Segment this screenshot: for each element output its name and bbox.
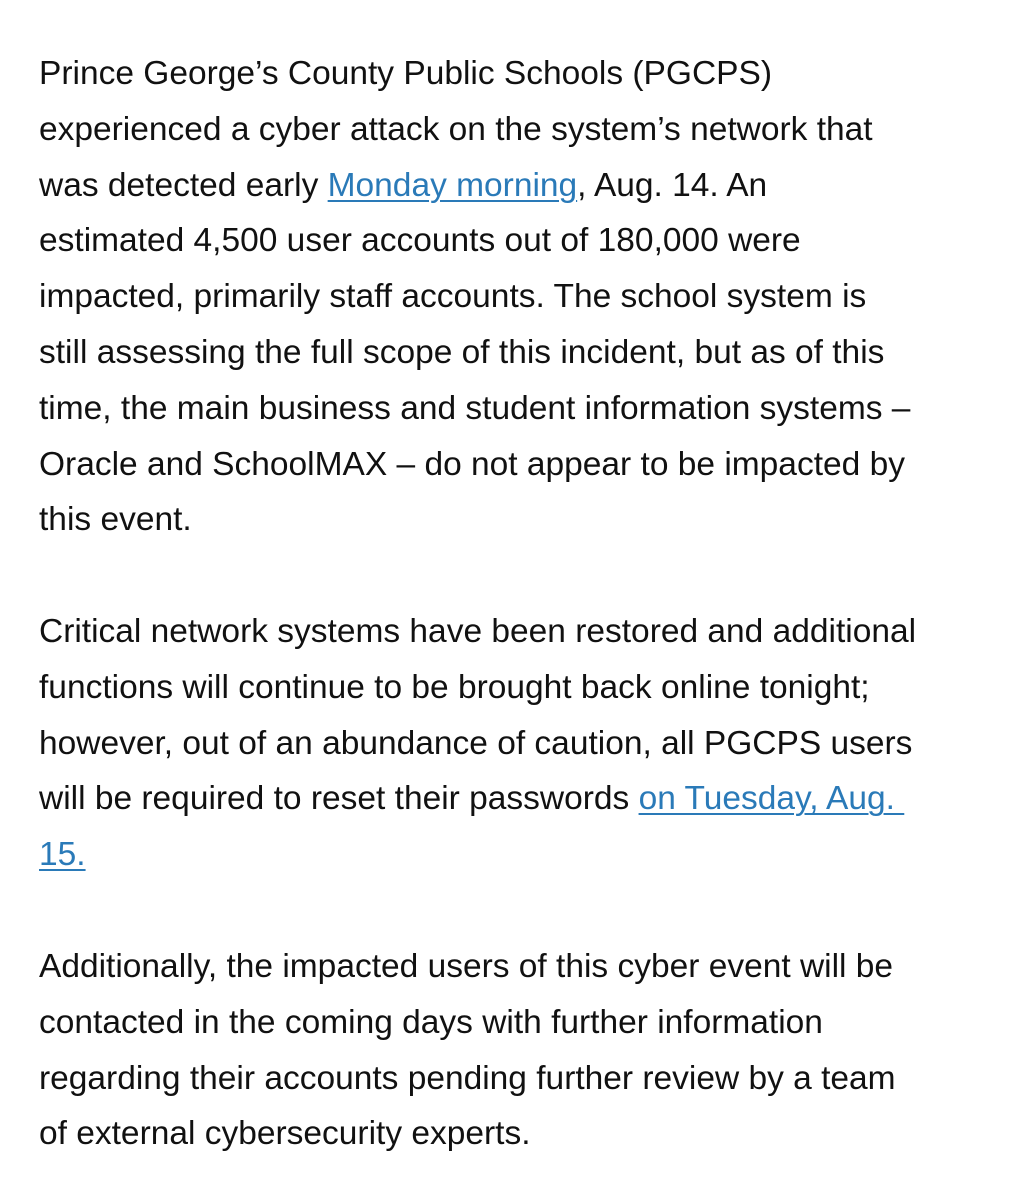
p3-line-4: of external cybersecurity experts. xyxy=(39,1115,531,1153)
p1-line-4: estimated 4,500 user accounts out of 180,000 were xyxy=(39,222,801,260)
paragraph-3 xyxy=(39,939,896,1162)
paragraph-1 xyxy=(39,46,999,548)
p3-line-2: contacted in the coming days with further information xyxy=(39,1003,823,1041)
tuesday-aug-15-link-continued[interactable]: 15. xyxy=(39,836,86,874)
p3-line-3: regarding their accounts pending further review by a team xyxy=(39,1059,896,1097)
p1-line-2: experienced a cyber attack on the system’s network that xyxy=(39,110,873,148)
p3-line-1: Additionally, the impacted users of this cyber event will be xyxy=(39,948,894,985)
tuesday-aug-15-link[interactable]: on Tuesday, Aug. xyxy=(638,780,905,818)
p2-line-1: Critical network systems have been restored and additional xyxy=(39,613,917,650)
monday-morning-link[interactable]: Monday morning xyxy=(327,166,578,204)
p2-line-2: functions will continue to be brought back online tonight; xyxy=(39,668,870,706)
p1-line-7: time, the main business and student information systems – xyxy=(39,389,911,427)
p2-line-4-before: will be required to reset their passwords xyxy=(39,780,639,818)
p1-line-8: Oracle and SchoolMAX – do not appear to be impacted by xyxy=(39,445,905,483)
p1-line-3-after: , Aug. 14. An xyxy=(577,166,768,204)
p1-line-5: impacted, primarily staff accounts. The school system is xyxy=(39,278,867,316)
p1-line-9: this event. xyxy=(39,501,192,539)
p1-line-3-before: was detected early xyxy=(39,166,328,204)
paragraph-2 xyxy=(39,604,916,883)
p2-line-3: however, out of an abundance of caution, all PGCPS users xyxy=(39,724,913,762)
article-body xyxy=(39,46,999,1153)
p1-line-6: still assessing the full scope of this incident, but as of this xyxy=(39,333,885,371)
p1-line-1: Prince George’s County Public Schools (PGCPS) xyxy=(39,55,772,92)
